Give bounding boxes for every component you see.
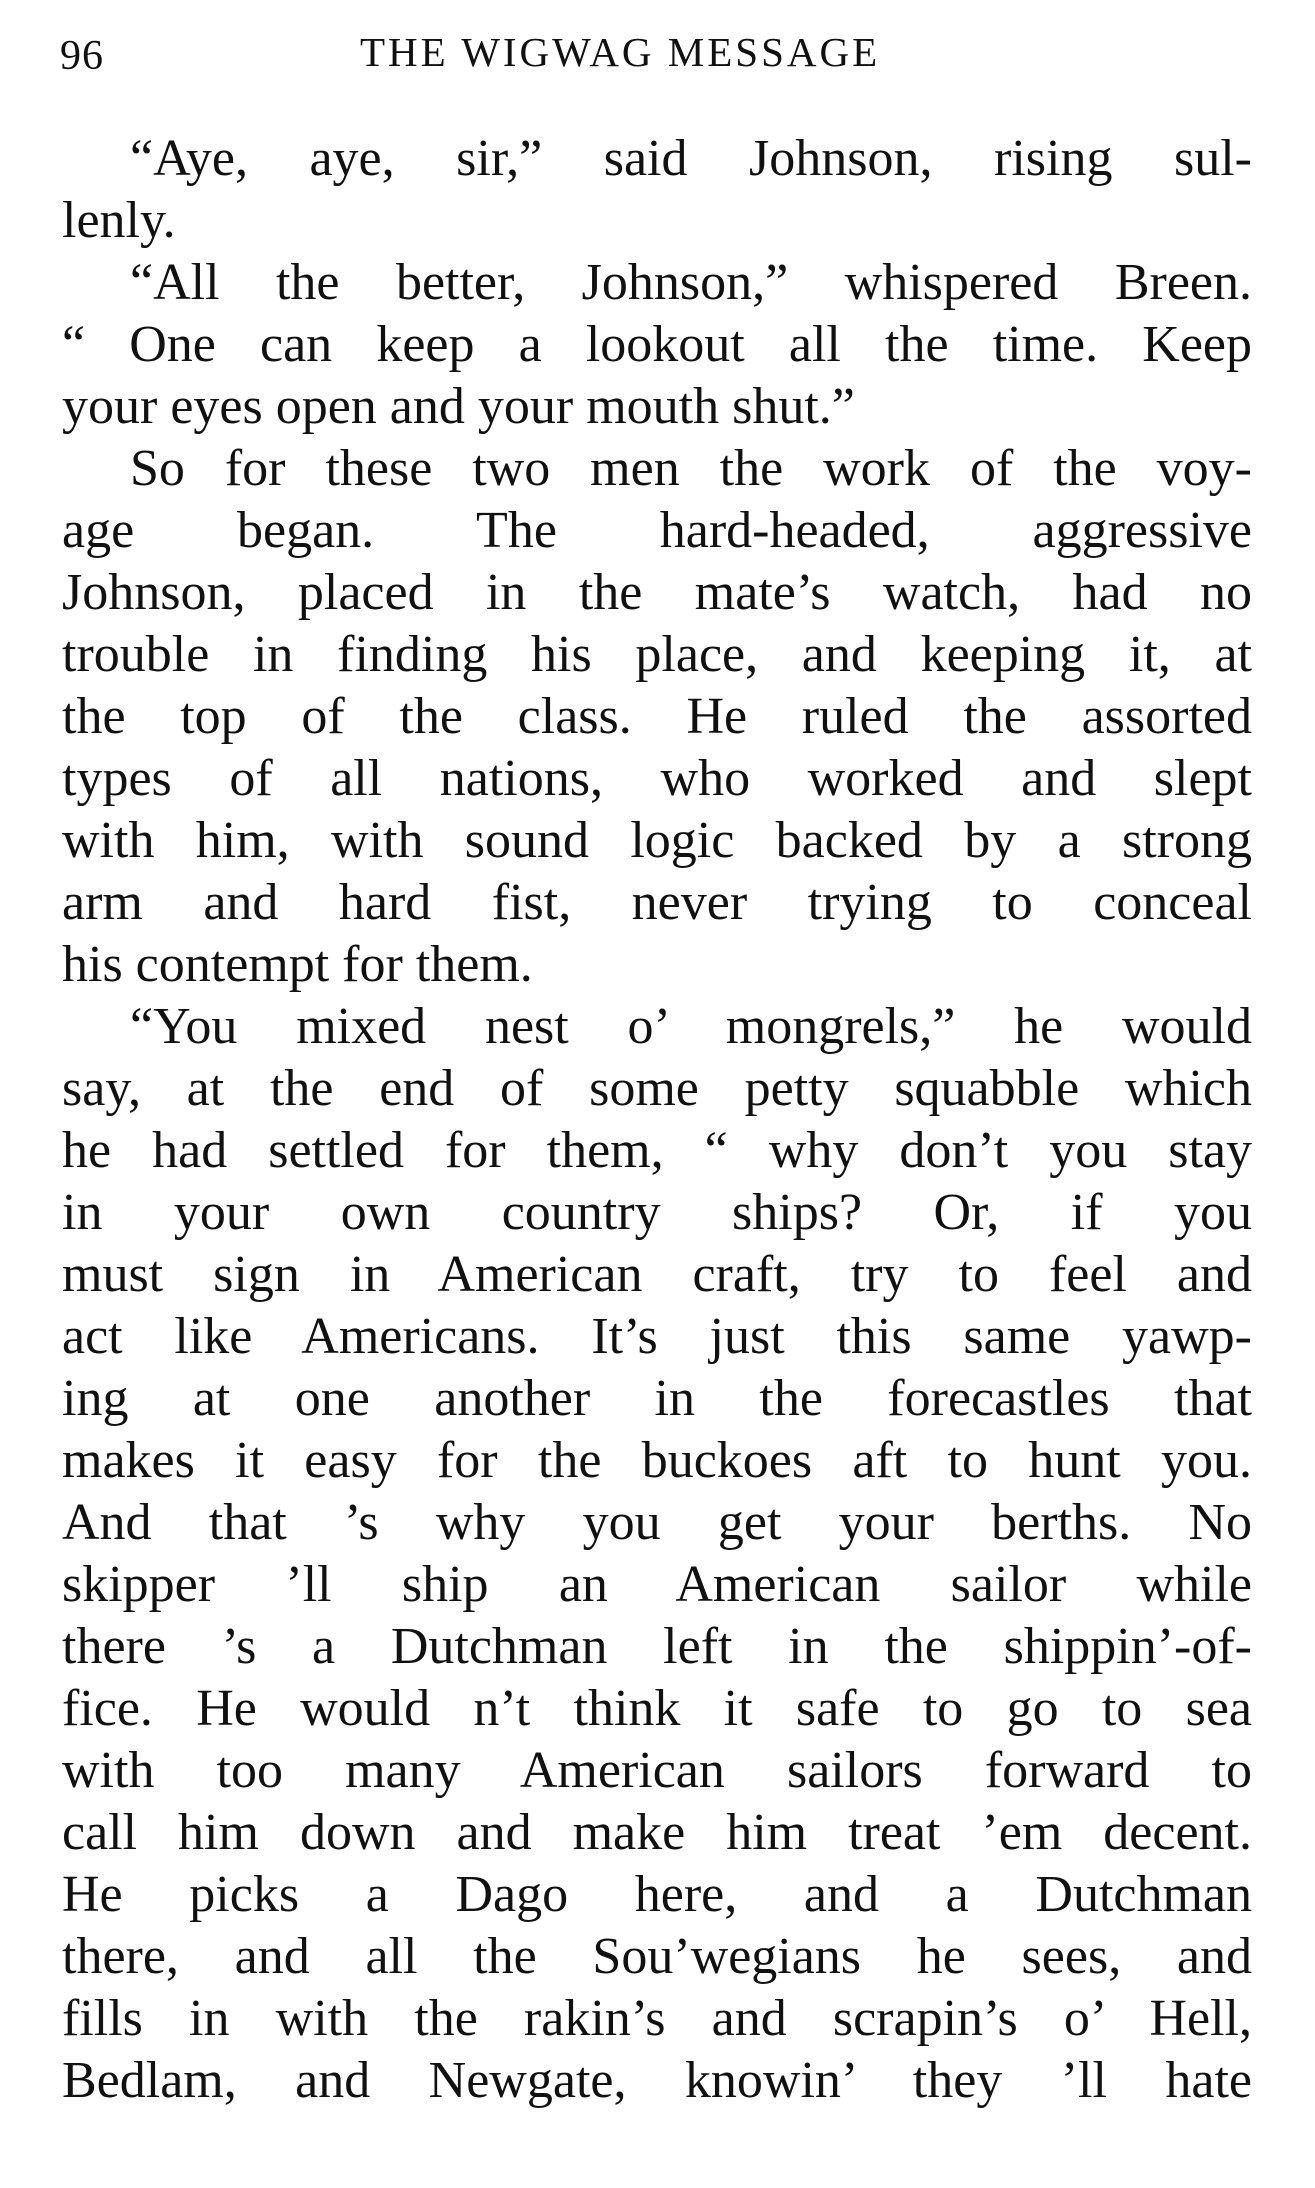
text-line: fice. He would n’t think it safe to go to sea bbox=[62, 1680, 1252, 1737]
text-line: your eyes open and your mouth shut.” bbox=[62, 378, 855, 435]
text-line: So for these two men the work of the voy- bbox=[130, 440, 1252, 497]
text-line: age began. The hard-headed, aggressive bbox=[62, 502, 1252, 559]
text-line: must sign in American craft, try to feel and bbox=[62, 1246, 1252, 1303]
text-line: arm and hard fist, never trying to conceal bbox=[62, 874, 1252, 931]
text-line: skipper ’ll ship an American sailor while bbox=[62, 1556, 1252, 1613]
text-line: He picks a Dago here, and a Dutchman bbox=[62, 1866, 1252, 1923]
text-line: say, at the end of some petty squabble which bbox=[62, 1060, 1252, 1117]
text-line: makes it easy for the buckoes aft to hunt you. bbox=[62, 1432, 1252, 1489]
body-text bbox=[62, 128, 1252, 2112]
text-line: And that ’s why you get your berths. No bbox=[62, 1494, 1252, 1551]
text-line: in your own country ships? Or, if you bbox=[62, 1184, 1252, 1241]
text-line: with him, with sound logic backed by a strong bbox=[62, 812, 1252, 869]
text-line: his contempt for them. bbox=[62, 936, 533, 993]
text-line: the top of the class. He ruled the assorted bbox=[62, 688, 1252, 745]
text-line: there ’s a Dutchman left in the shippin’-of- bbox=[62, 1618, 1252, 1675]
text-line: ing at one another in the forecastles that bbox=[62, 1370, 1252, 1427]
text-line: types of all nations, who worked and slept bbox=[62, 750, 1252, 807]
text-line: fills in with the rakin’s and scrapin’s o’ Hell, bbox=[62, 1990, 1252, 2047]
text-line: act like Americans. It’s just this same yawp- bbox=[62, 1308, 1252, 1365]
text-line: “ One can keep a lookout all the time. Keep bbox=[62, 316, 1252, 373]
text-line: call him down and make him treat ’em decent. bbox=[62, 1804, 1252, 1861]
text-line: “Aye, aye, sir,” said Johnson, rising sul- bbox=[130, 130, 1252, 187]
text-line: trouble in finding his place, and keeping it, at bbox=[62, 626, 1252, 683]
text-line: “All the better, Johnson,” whispered Breen. bbox=[130, 254, 1252, 311]
text-line: “You mixed nest o’ mongrels,” he would bbox=[130, 998, 1252, 1055]
text-line: he had settled for them, “ why don’t you stay bbox=[62, 1122, 1252, 1179]
text-line: Bedlam, and Newgate, knowin’ they ’ll hate bbox=[62, 2052, 1252, 2109]
text-line: there, and all the Sou’wegians he sees, and bbox=[62, 1928, 1252, 1985]
text-line: lenly. bbox=[62, 192, 176, 249]
text-line: with too many American sailors forward to bbox=[62, 1742, 1252, 1799]
running-title: THE WIGWAG MESSAGE bbox=[360, 29, 881, 75]
page-number: 96 bbox=[60, 33, 104, 79]
text-line: Johnson, placed in the mate’s watch, had no bbox=[62, 564, 1252, 621]
running-head bbox=[60, 28, 1260, 88]
